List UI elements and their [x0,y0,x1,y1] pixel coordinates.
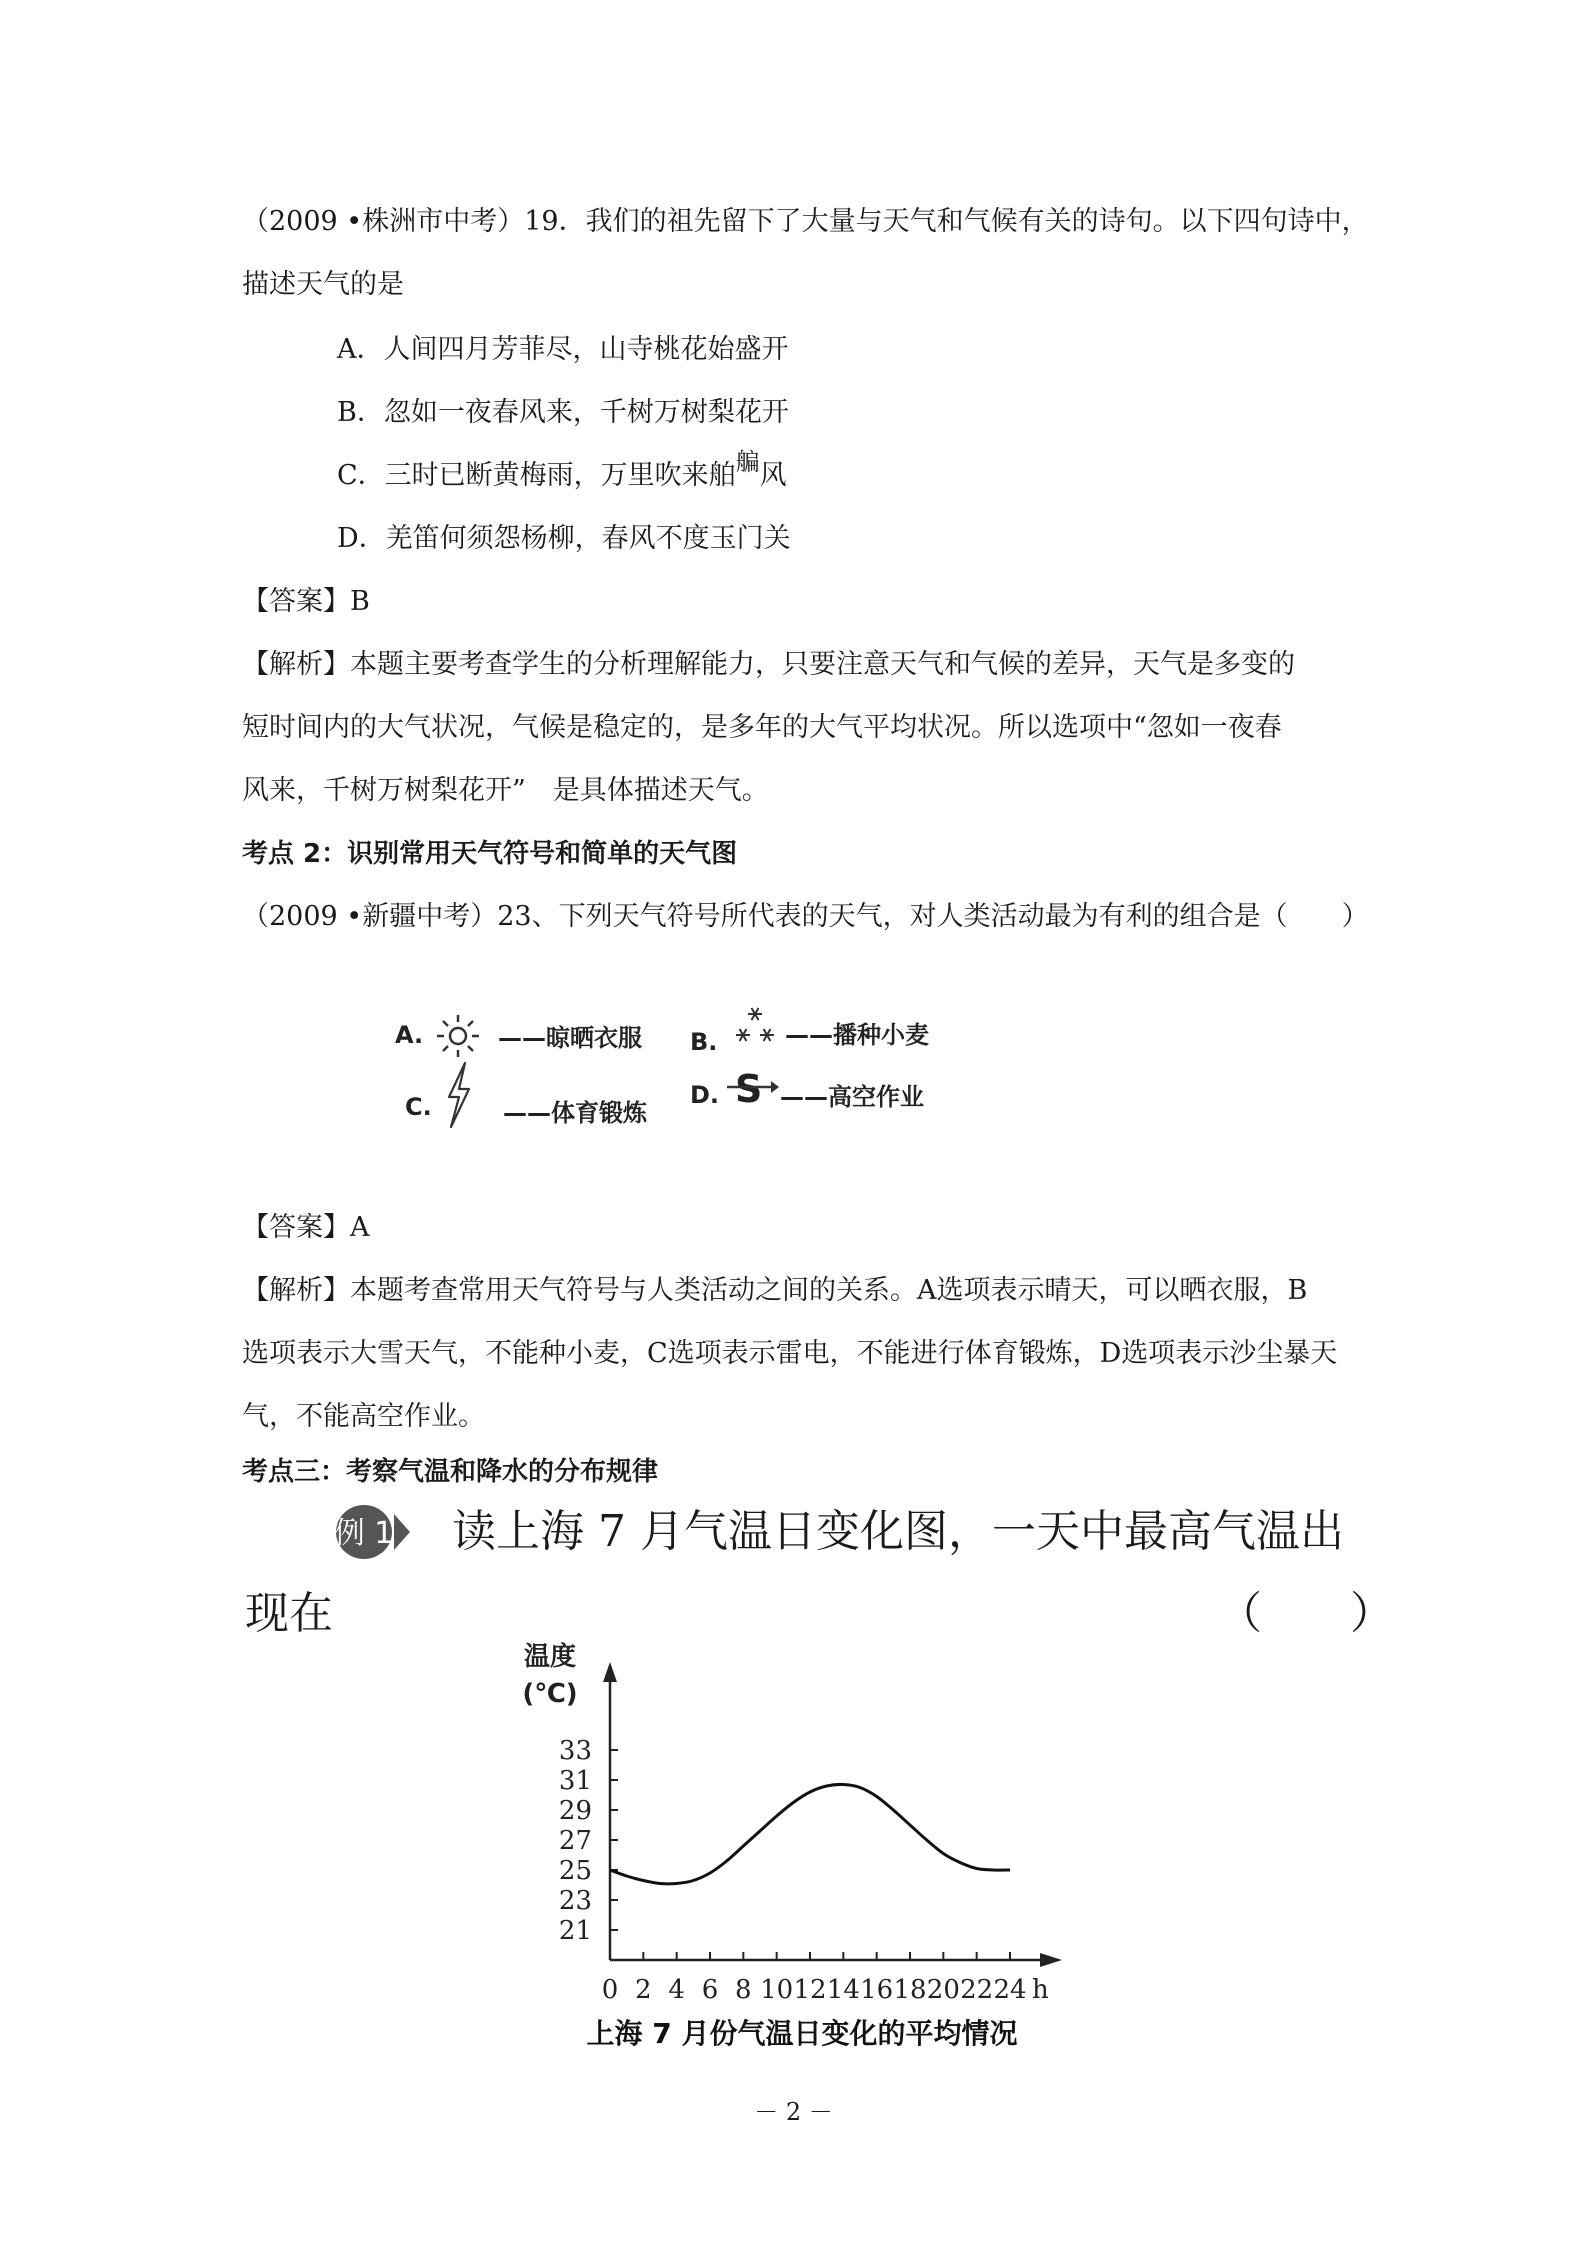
x-tick-label-20: 20 [926,1975,960,2005]
x-tick-label-16: 16 [860,1975,894,2005]
q1-option-c-tail: 风 [759,460,787,491]
q1-option-b: B．忽如一夜春风来，千树万树梨花开 [337,397,789,428]
q1-option-c-text: C．三时已断黄梅雨，万里吹来舶 [337,460,736,491]
symbol-d-text: ——高空作业 [780,1083,924,1111]
q1-analysis-line3: 风来，千树万树梨花开” 是具体描述天气。 [242,775,769,806]
q2-answer: 【答案】A [242,1212,370,1243]
x-axis-arrow [1040,1953,1062,1967]
x-tick-label-6: 6 [701,1975,719,2005]
example-badge-text: 例 1 [334,1516,394,1551]
weather-symbols-figure [385,993,965,1143]
symbol-b-text: ——播种小麦 [785,1021,929,1049]
x-tick-label-22: 22 [960,1975,994,2005]
example-line1: 读上海 7 月气温日变化图，一天中最高气温出 [452,1506,1344,1557]
q2-line1: （2009 •新疆中考）23、下列天气符号所代表的天气，对人类活动最为有利的组合是（ ） [242,901,1369,932]
temperature-curve [610,1784,1010,1883]
symbol-c-text: ——体育锻炼 [503,1099,647,1127]
section-3-heading: 考点三：考察气温和降水的分布规律 [242,1457,659,1487]
symbol-d-label: D. [690,1081,720,1109]
q1-analysis-line1: 【解析】本题主要考查学生的分析理解能力，只要注意天气和气候的差异，天气是多变的 [242,649,1295,680]
chart-title: 上海 7 月份气温日变化的平均情况 [586,2017,1018,2050]
heavy-snow-icon [730,1003,780,1053]
x-tick-label-4: 4 [668,1975,685,2005]
page-number: － 2 － [754,2098,833,2126]
y-axis-label-line2: (℃) [522,1679,578,1709]
q1-option-d: D．羌笛何须怨杨柳，春风不度玉门关 [337,523,791,554]
lightning-icon [443,1061,475,1129]
temperature-chart [500,1570,1120,2050]
y-tick-label-31: 31 [558,1766,592,1796]
example-badge [334,1503,412,1561]
y-axis-label-line1: 温度 [523,1642,577,1672]
y-tick-label-27: 27 [558,1826,592,1856]
q2-analysis-line3: 气，不能高空作业。 [242,1401,485,1432]
q1-option-c [337,448,787,496]
example-answer-paren: （ ） [1218,1588,1394,1639]
x-tick-label-0: 0 [601,1975,619,2005]
y-tick-label-33: 33 [558,1736,592,1766]
symbol-c-label: C. [405,1093,432,1121]
y-axis-arrow [603,1662,617,1682]
section-2-heading: 考点 2：识别常用天气符号和简单的天气图 [242,839,738,869]
sun-icon [435,1013,481,1059]
q1-answer: 【答案】B [242,586,370,617]
q1-analysis-line2: 短时间内的大气状况，气候是稳定的，是多年的大气平均状况。所以选项中“忽如一夜春 [242,712,1282,743]
sandstorm-arrow-icon [725,1077,781,1097]
x-tick-label-8: 8 [735,1975,752,2005]
x-tick-label-18: 18 [893,1975,927,2005]
q2-analysis-line1: 【解析】本题考查常用天气符号与人类活动之间的关系。A选项表示晴天，可以晒衣服，B [242,1275,1308,1306]
q2-analysis-line2: 选项表示大雪天气，不能种小麦，C选项表示雷电，不能进行体育锻炼，D选项表示沙尘暴天 [242,1338,1338,1369]
x-tick-label-10: 10 [760,1975,794,2005]
q1-option-a: A．人间四月芳菲尽，山寺桃花始盛开 [337,334,789,365]
x-axis-unit: h [1032,1975,1049,2005]
y-tick-label-25: 25 [558,1856,592,1886]
q1-line2: 描述天气的是 [242,269,404,300]
symbol-a-label: A. [395,1021,424,1049]
symbol-b-label: B. [690,1028,718,1056]
sandstorm-icon: S [735,1067,763,1111]
x-tick-label-12: 12 [793,1975,827,2005]
q1-option-c-superscript: 艑 [735,448,760,476]
y-tick-label-29: 29 [558,1796,592,1826]
y-tick-label-23: 23 [558,1886,592,1916]
x-tick-label-24: 24 [993,1975,1027,2005]
symbol-a-text: ——晾晒衣服 [498,1024,642,1052]
x-tick-label-14: 14 [826,1975,860,2005]
x-tick-label-2: 2 [635,1975,652,2005]
q1-line1: （2009 •株洲市中考）19．我们的祖先留下了大量与天气和气候有关的诗句。以下四句诗中， [242,206,1369,237]
y-tick-label-21: 21 [558,1916,592,1946]
example-line2: 现在 [245,1588,333,1639]
